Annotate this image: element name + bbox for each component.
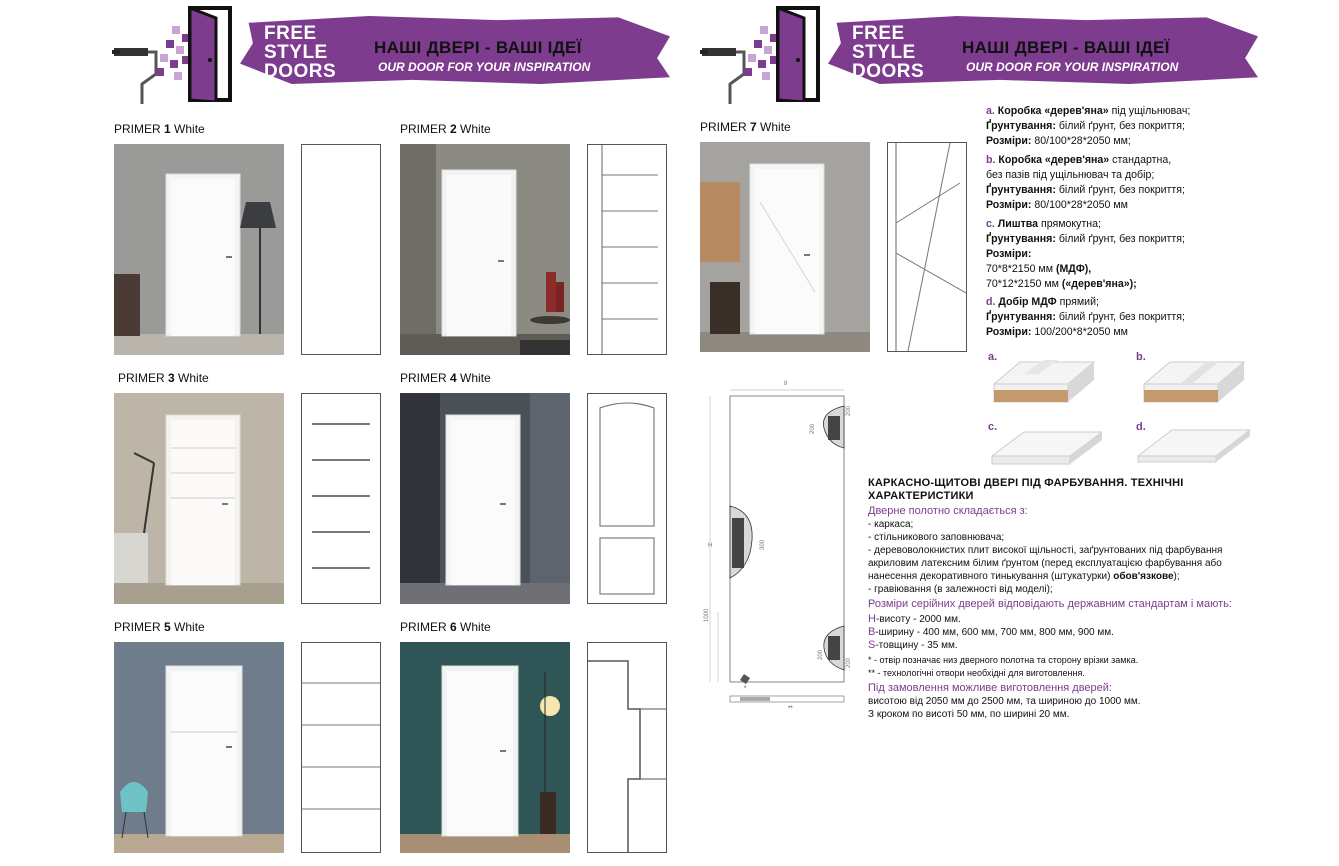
lock-hole-top <box>823 406 844 448</box>
lock-hole-middle <box>730 506 752 578</box>
tech-item-3 <box>868 544 1263 583</box>
model-finish: White <box>760 120 791 134</box>
tech-width-text: -ширину - 400 мм, 600 мм, 700 мм, 800 мм, 900 мм. <box>875 627 1114 638</box>
door-photo-primer-5 <box>114 642 284 853</box>
tech-item-bold: обов'язкове <box>1113 571 1174 582</box>
brand-slogan: НАШІ ДВЕРІ - ВАШІ ІДЕЇ <box>374 38 582 57</box>
spec-size: 80/100*28*2050 мм; <box>1031 135 1131 147</box>
door-technical-drawing <box>700 372 860 717</box>
tech-composition-title: Дверне полотно складається з: <box>868 505 1028 517</box>
tech-item: - гравіювання (в залежності від моделі); <box>868 584 1053 595</box>
dim-300: 300 <box>760 539 766 550</box>
tech-thickness-text: -товщину - 35 мм. <box>875 640 958 651</box>
spec-size: 80/100*28*2050 мм <box>1031 199 1128 211</box>
door-photo-primer-2 <box>400 144 570 355</box>
door-photo-primer-1 <box>114 144 284 355</box>
model-prefix: PRIMER <box>700 120 747 134</box>
door-logo-icon <box>186 6 234 102</box>
dim-200-a: 200 <box>846 405 852 416</box>
tech-order-1: висотою від 2050 мм до 2500 мм, та шириною до 1000 мм. <box>868 696 1141 707</box>
brand-line-1: FREE <box>264 23 317 44</box>
door-sketch-primer-1 <box>301 144 381 355</box>
tech-note-2: ** - технологічні отвори необхідні для виготовлення. <box>868 668 1085 678</box>
door-sketch-primer-7 <box>887 142 967 352</box>
model-finish: White <box>460 122 491 136</box>
tech-item-end: ); <box>1173 571 1180 582</box>
model-finish: White <box>174 620 205 634</box>
door-sketch-primer-6 <box>587 642 667 853</box>
tech-height-key: H <box>868 613 876 625</box>
tech-thickness-key: S <box>868 639 876 651</box>
spec-size-2: 70*12*2150 мм <box>986 278 1062 290</box>
brand-line-2: STYLE <box>852 42 916 63</box>
model-number: 5 <box>164 620 171 634</box>
profile-label-c: c. <box>988 421 998 433</box>
profile-label-d: d. <box>1136 421 1146 433</box>
model-label-primer-2 <box>400 122 491 136</box>
spec-primer-label: Ґрунтування: <box>986 184 1056 196</box>
model-finish: White <box>174 122 205 136</box>
spec-primer: білий ґрунт, без покриття; <box>1055 184 1185 196</box>
spec-primer: білий ґрунт, без покриття; <box>1055 120 1185 132</box>
dim-h: H <box>708 543 713 549</box>
model-number: 6 <box>450 620 457 634</box>
model-label-primer-3 <box>118 371 209 385</box>
brand-line-1: FREE <box>852 23 905 44</box>
dim-200-d: 200 <box>846 657 852 668</box>
brand-subtitle: OUR DOOR FOR YOUR INSPIRATION <box>378 60 591 74</box>
door-photo-primer-7 <box>700 142 870 352</box>
spec-primer: білий ґрунт, без покриття; <box>1055 311 1185 323</box>
brand-line-3: DOORS <box>852 61 925 82</box>
model-number: 3 <box>168 371 175 385</box>
spec-name: Коробка «дерев'яна» <box>998 154 1110 166</box>
door-sketch-primer-2 <box>587 144 667 355</box>
model-label-primer-5 <box>114 620 205 634</box>
model-prefix: PRIMER <box>114 620 161 634</box>
profile-image-c <box>984 412 1102 472</box>
dim-1000: 1000 <box>704 608 710 622</box>
technical-specs <box>868 477 1263 721</box>
model-prefix: PRIMER <box>114 122 161 136</box>
door-photo-primer-4 <box>400 393 570 604</box>
profile-image-d <box>1134 412 1252 472</box>
model-number: 7 <box>750 120 757 134</box>
spec-a <box>986 104 1286 149</box>
spec-size-2-material: («дерев'яна»); <box>1061 278 1137 290</box>
spec-key: c. <box>986 218 995 230</box>
profile-image-b <box>1134 346 1252 406</box>
spec-name: Лиштва <box>997 218 1039 230</box>
spec-desc: стандартна, <box>1109 154 1172 166</box>
spec-primer-label: Ґрунтування: <box>986 120 1056 132</box>
spec-key: d. <box>986 296 996 308</box>
spec-primer-label: Ґрунтування: <box>986 233 1056 245</box>
brand-slogan: НАШІ ДВЕРІ - ВАШІ ІДЕЇ <box>962 38 1170 57</box>
mark-double-star: ** <box>788 706 793 712</box>
banner-right <box>700 4 1260 104</box>
door-sketch-primer-5 <box>301 642 381 853</box>
door-logo-icon <box>774 6 822 102</box>
brand-name <box>852 24 924 81</box>
spec-primer: білий ґрунт, без покриття; <box>1055 233 1185 245</box>
tech-note-1: * - отвір позначає низ дверного полотна та сторону врізки замка. <box>868 655 1139 665</box>
model-prefix: PRIMER <box>400 122 447 136</box>
dim-200-b: 200 <box>810 423 816 434</box>
lock-hole-bottom <box>824 626 844 670</box>
spec-key: a. <box>986 105 995 117</box>
model-number: 2 <box>450 122 457 136</box>
profile-label-a: a. <box>988 351 998 363</box>
door-sketch-primer-4 <box>587 393 667 604</box>
spec-b <box>986 153 1286 213</box>
brand-line-2: STYLE <box>264 42 328 63</box>
brand-line-3: DOORS <box>264 61 337 82</box>
dim-200-c: 200 <box>818 649 824 660</box>
spec-desc: прямокутна; <box>1038 218 1101 230</box>
model-number: 4 <box>450 371 457 385</box>
mark-single-star: * <box>744 686 747 692</box>
spec-key: b. <box>986 154 996 166</box>
spec-size-label: Розміри: <box>986 326 1032 338</box>
tech-title: КАРКАСНО-ЩИТОВІ ДВЕРІ ПІД ФАРБУВАННЯ. ТЕХНІЧНІ ХАРАКТЕРИСТИКИ <box>868 477 1184 502</box>
spec-desc: під ущільнювач; <box>1108 105 1191 117</box>
tech-sizes-title: Розміри серійних дверей відповідають державним стандартам і мають: <box>868 598 1232 610</box>
tech-item: - каркаса; <box>868 519 914 530</box>
spec-primer-label: Ґрунтування: <box>986 311 1056 323</box>
brand-name <box>264 24 336 81</box>
model-label-primer-7 <box>700 120 791 134</box>
model-label-primer-6 <box>400 620 491 634</box>
spec-name: Коробка «дерев'яна» <box>997 105 1109 117</box>
brand-subtitle: OUR DOOR FOR YOUR INSPIRATION <box>966 60 1179 74</box>
model-finish: White <box>460 371 491 385</box>
model-prefix: PRIMER <box>118 371 165 385</box>
model-number: 1 <box>164 122 171 136</box>
spec-desc-2: без пазів під ущільнювач та добір; <box>986 169 1155 181</box>
spec-size-label: Розміри: <box>986 199 1032 211</box>
tech-width <box>868 626 1263 639</box>
spec-d <box>986 295 1286 340</box>
spec-size-label: Розміри: <box>986 135 1032 147</box>
spec-size-1: 70*8*2150 мм <box>986 263 1056 275</box>
model-prefix: PRIMER <box>400 620 447 634</box>
door-photo-primer-6 <box>400 642 570 853</box>
door-sketch-primer-3 <box>301 393 381 604</box>
model-label-primer-1 <box>114 122 205 136</box>
tech-order-title: Під замовлення можливе виготовлення дверей: <box>868 682 1112 694</box>
model-finish: White <box>178 371 209 385</box>
spec-size: 100/200*8*2050 мм <box>1031 326 1128 338</box>
door-photo-primer-3 <box>114 393 284 604</box>
model-label-primer-4 <box>400 371 491 385</box>
spec-name: Добір МДФ <box>998 296 1057 308</box>
tech-width-key: B <box>868 626 876 638</box>
profile-image-a <box>984 346 1102 406</box>
tech-thickness <box>868 639 1263 652</box>
profile-label-b: b. <box>1136 351 1146 363</box>
model-prefix: PRIMER <box>400 371 447 385</box>
spec-size-1-material: (МДФ), <box>1055 263 1092 275</box>
tech-height <box>868 613 1263 626</box>
tech-item-text: - деревоволокнистих плит високої щільності, заґрунтованих під фарбування акриловим латексним білим ґрунтом (перед експлуатацією фарбування або нанесення декоративного тинькування (штукатурки) <box>868 545 1223 582</box>
tech-height-text: -висоту - 2000 мм. <box>875 614 961 625</box>
tech-item: - стільникового заповнювача; <box>868 532 1005 543</box>
dim-top: 8 <box>784 381 788 387</box>
tech-order-2: З кроком по висоті 50 мм, по ширині 20 мм. <box>868 709 1070 720</box>
spec-desc: прямий; <box>1056 296 1099 308</box>
spec-size-label: Розміри: <box>986 248 1032 260</box>
model-finish: White <box>460 620 491 634</box>
spec-c <box>986 217 1286 292</box>
banner-left <box>112 4 672 104</box>
